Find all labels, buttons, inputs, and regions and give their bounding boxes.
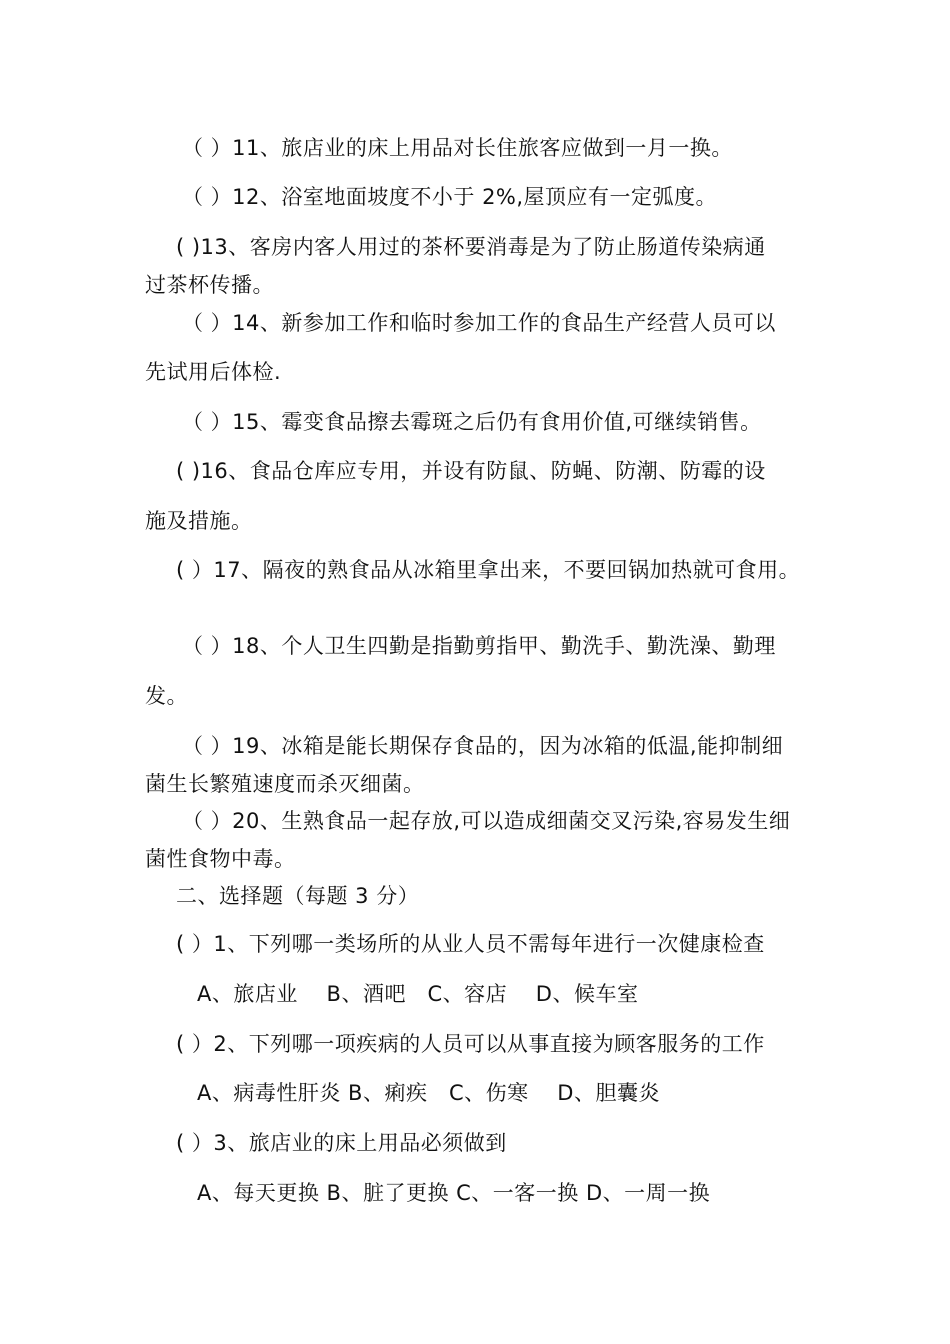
judgment-19: （ ）19、冰箱是能长期保存食品的，因为冰箱的低温,能抑制细 [182, 734, 784, 758]
judgment-14: （ ）14、新参加工作和临时参加工作的食品生产经营人员可以 [182, 311, 776, 335]
choice-2-options: A、病毒性肝炎 B、痢疾 C、伤寒 D、胆囊炎 [197, 1081, 660, 1105]
judgment-17: ( ）17、隔夜的熟食品从冰箱里拿出来，不要回锅加热就可食用。 [176, 558, 801, 582]
judgment-11: （ ）11、旅店业的床上用品对长住旅客应做到一月一换。 [182, 136, 733, 160]
judgment-20: （ ）20、生熟食品一起存放,可以造成细菌交叉污染,容易发生细 [182, 809, 791, 833]
judgment-19-cont: 菌生长繁殖速度而杀灭细菌。 [145, 772, 425, 796]
judgment-13-cont: 过茶杯传播。 [145, 273, 274, 297]
judgment-14-cont: 先试用后体检. [145, 360, 282, 384]
judgment-12: （ ）12、浴室地面坡度不小于 2%,屋顶应有一定弧度。 [182, 185, 718, 209]
choice-1-options: A、旅店业 B、酒吧 C、容店 D、候车室 [197, 982, 639, 1006]
judgment-16-cont: 施及措施。 [145, 509, 253, 533]
judgment-20-cont: 菌性食物中毒。 [145, 847, 296, 871]
choice-3-options: A、每天更换 B、脏了更换 C、一客一换 D、一周一换 [197, 1181, 711, 1205]
section2-heading: 二、选择题（每题 3 分） [176, 884, 420, 908]
judgment-16: ( )16、食品仓库应专用，并设有防鼠、防蝇、防潮、防霉的设 [176, 459, 766, 483]
judgment-13: ( )13、客房内客人用过的茶杯要消毒是为了防止肠道传染病通 [176, 235, 766, 259]
choice-1-question: ( ）1、下列哪一类场所的从业人员不需每年进行一次健康检查 [176, 932, 765, 956]
choice-3-question: ( ）3、旅店业的床上用品必须做到 [176, 1131, 507, 1155]
choice-2-question: ( ）2、下列哪一项疾病的人员可以从事直接为顾客服务的工作 [176, 1032, 765, 1056]
judgment-18-cont: 发。 [145, 684, 188, 708]
judgment-15: （ ）15、霉变食品擦去霉斑之后仍有食用价值,可继续销售。 [182, 410, 762, 434]
judgment-18: （ ）18、个人卫生四勤是指勤剪指甲、勤洗手、勤洗澡、勤理 [182, 634, 776, 658]
